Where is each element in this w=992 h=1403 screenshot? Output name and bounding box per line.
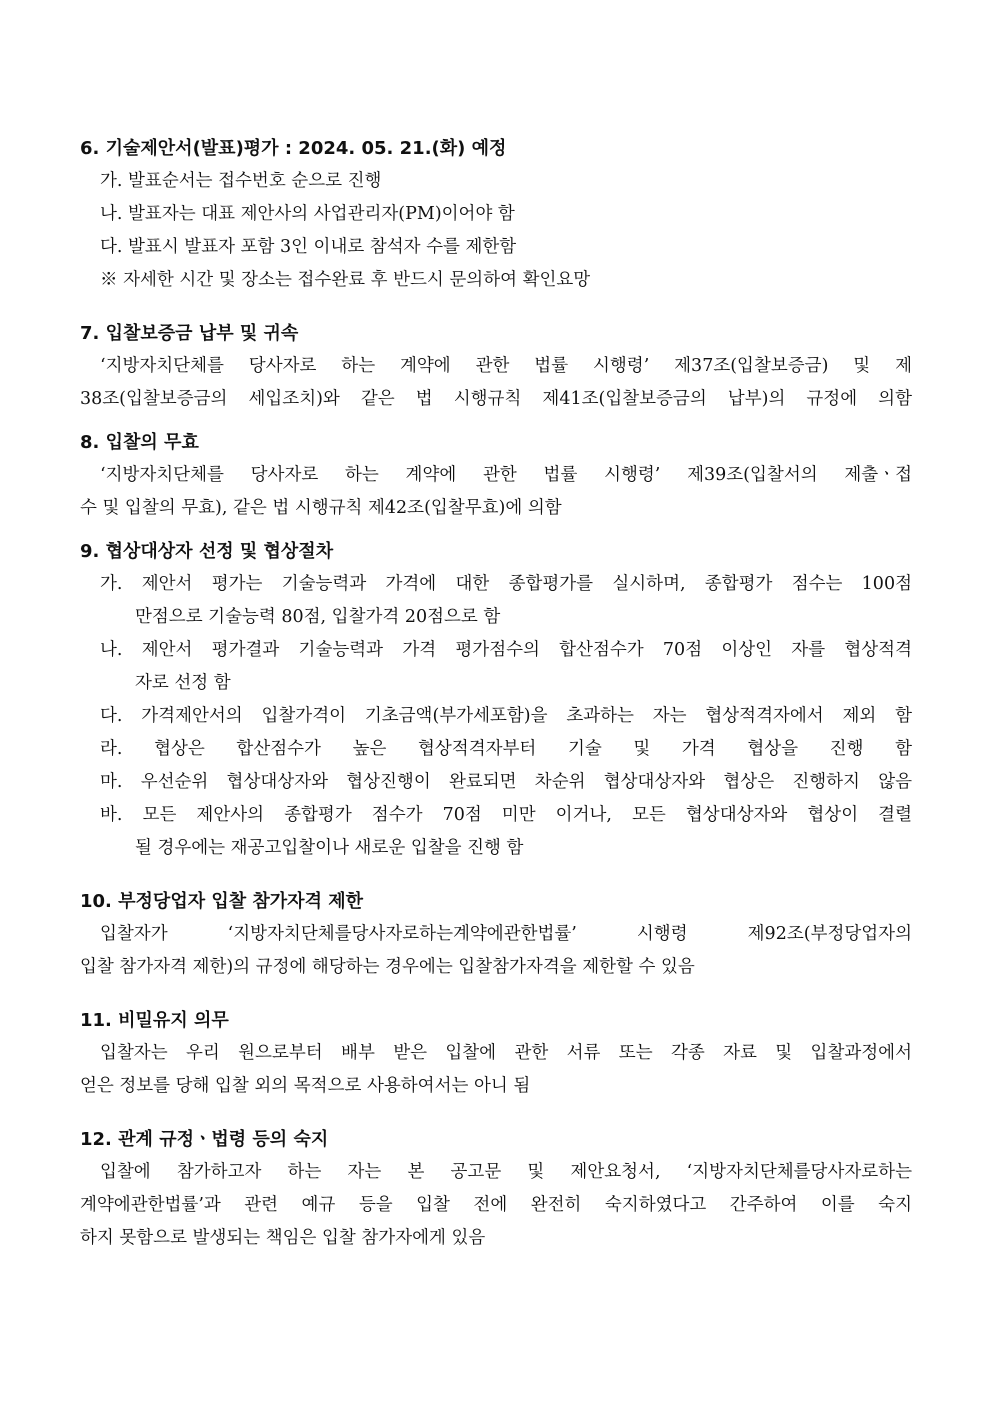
paragraph-line: ‘지방자치단체를 당사자로 하는 계약에 관한 법률 시행령’ 제37조(입찰보증금) 및 제 [100,356,912,376]
paragraph-line: ‘지방자치단체를 당사자로 하는 계약에 관한 법률 시행령’ 제39조(입찰서의 제출ㆍ접 [100,465,912,485]
list-item: 다. 발표시 발표자 포함 3인 이내로 참석자 수를 제한함 [100,237,517,257]
list-item: 가. 제안서 평가는 기술능력과 가격에 대한 종합평가를 실시하며, 종합평가 점수는 100점 [100,574,912,594]
paragraph-line: 얻은 정보를 당해 입찰 외의 목적으로 사용하여서는 아니 됨 [80,1076,531,1096]
list-item: 마. 우선순위 협상대상자와 협상진행이 완료되면 차순위 협상대상자와 협상은 진행하지 않음 [100,772,912,792]
paragraph-line: 입찰 참가자격 제한)의 규정에 해당하는 경우에는 입찰참가자격을 제한할 수 있음 [80,957,695,977]
paragraph-line: 38조(입찰보증금의 세입조치)와 같은 법 시행규칙 제41조(입찰보증금의 납부)의 규정에 의함 [80,389,912,409]
paragraph-line: 수 및 입찰의 무효), 같은 법 시행규칙 제42조(입찰무효)에 의함 [80,498,562,518]
section-9-heading: 9. 협상대상자 선정 및 협상절차 [80,541,334,562]
section-6 [80,132,912,297]
list-item-continuation: 될 경우에는 재공고입찰이나 새로운 입찰을 진행 함 [135,838,524,858]
list-item: 나. 발표자는 대표 제안사의 사업관리자(PM)이어야 함 [100,204,515,224]
list-item: 바. 모든 제안사의 종합평가 점수가 70점 미만 이거나, 모든 협상대상자와 협상이 결렬 [100,805,912,825]
section-12 [80,1123,912,1255]
section-6-heading: 6. 기술제안서(발표)평가 : 2024. 05. 21.(화) 예정 [80,138,507,159]
paragraph-line: 입찰에 참가하고자 하는 자는 본 공고문 및 제안요청서, ‘지방자치단체를당사자로하는 [100,1162,912,1182]
paragraph-line: 입찰자가 ‘지방자치단체를당사자로하는계약에관한법률’ 시행령 제92조(부정당업자의 [100,924,912,944]
section-8 [80,426,912,525]
paragraph-line: 입찰자는 우리 원으로부터 배부 받은 입찰에 관한 서류 또는 각종 자료 및 입찰과정에서 [100,1043,912,1063]
section-10-heading: 10. 부정당업자 입찰 참가자격 제한 [80,891,363,912]
section-9 [80,535,912,865]
section-8-heading: 8. 입찰의 무효 [80,432,199,453]
section-12-heading: 12. 관계 규정ㆍ법령 등의 숙지 [80,1129,329,1150]
list-item-continuation: 만점으로 기술능력 80점, 입찰가격 20점으로 함 [135,607,501,627]
section-10 [80,885,912,984]
list-item: 라. 협상은 합산점수가 높은 협상적격자부터 기술 및 가격 협상을 진행 함 [100,739,912,759]
section-7-heading: 7. 입찰보증금 납부 및 귀속 [80,323,299,344]
document-page [80,132,912,1255]
note-item: ※ 자세한 시간 및 장소는 접수완료 후 반드시 문의하여 확인요망 [100,270,591,290]
paragraph-line: 계약에관한법률’과 관련 예규 등을 입찰 전에 완전히 숙지하였다고 간주하여 이를 숙지 [80,1195,912,1215]
list-item-continuation: 자로 선정 함 [135,673,231,693]
list-item: 나. 제안서 평가결과 기술능력과 가격 평가점수의 합산점수가 70점 이상인 자를 협상적격 [100,640,912,660]
list-item: 다. 가격제안서의 입찰가격이 기초금액(부가세포함)을 초과하는 자는 협상적격자에서 제외 함 [100,706,912,726]
paragraph-line: 하지 못함으로 발생되는 책임은 입찰 참가자에게 있음 [80,1228,486,1248]
list-item: 가. 발표순서는 접수번호 순으로 진행 [100,171,382,191]
section-7 [80,317,912,416]
section-11-heading: 11. 비밀유지 의무 [80,1010,229,1031]
section-11 [80,1004,912,1103]
